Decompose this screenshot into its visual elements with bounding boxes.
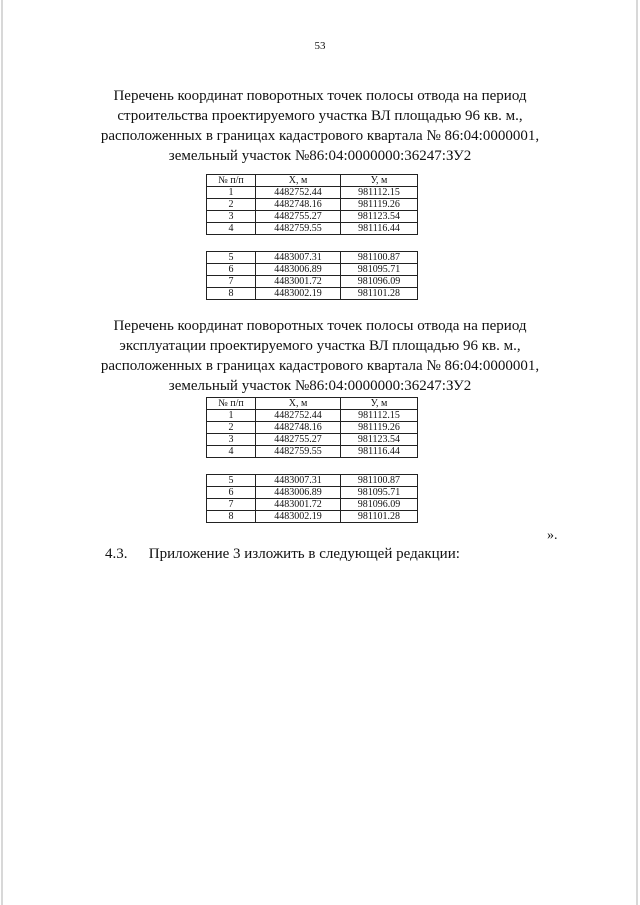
section-1-heading — [80, 86, 560, 166]
cell-num: 5 — [207, 252, 256, 264]
section-1-table-group-1 — [206, 174, 418, 235]
instruction-text: Приложение 3 изложить в следующей редакции: — [148, 546, 460, 562]
header-y: У, м — [341, 175, 418, 187]
cell-num: 1 — [207, 187, 256, 199]
cell-y: 981095.71 — [341, 487, 418, 499]
cell-x: 4482755.27 — [256, 211, 341, 223]
table-header-row — [207, 175, 418, 187]
section-2-heading — [80, 316, 560, 396]
table-row — [207, 187, 418, 199]
cell-num: 8 — [207, 288, 256, 300]
cell-x: 4482748.16 — [256, 199, 341, 211]
table-row — [207, 410, 418, 422]
header-y: У, м — [341, 398, 418, 410]
section-1-table-group-2 — [206, 251, 418, 300]
table-row — [207, 211, 418, 223]
cell-num: 1 — [207, 410, 256, 422]
cell-num: 3 — [207, 434, 256, 446]
cell-num: 2 — [207, 199, 256, 211]
cell-x: 4483002.19 — [256, 511, 341, 523]
table-row — [207, 434, 418, 446]
cell-num: 6 — [207, 264, 256, 276]
instruction-paragraph — [105, 546, 460, 563]
cell-num: 4 — [207, 446, 256, 458]
cell-x: 4483006.89 — [256, 264, 341, 276]
cell-y: 981119.26 — [341, 422, 418, 434]
heading-line: Перечень координат поворотных точек полосы отвода на период — [113, 318, 527, 334]
cell-num: 8 — [207, 511, 256, 523]
cell-x: 4483006.89 — [256, 487, 341, 499]
cell-x: 4482759.55 — [256, 446, 341, 458]
cell-num: 6 — [207, 487, 256, 499]
header-x: Х, м — [256, 398, 341, 410]
cell-x: 4482759.55 — [256, 223, 341, 235]
table-row — [207, 487, 418, 499]
table-row — [207, 199, 418, 211]
cell-y: 981096.09 — [341, 276, 418, 288]
section-2-table-group-2 — [206, 474, 418, 523]
cell-y: 981096.09 — [341, 499, 418, 511]
table-header-row — [207, 398, 418, 410]
cell-num: 2 — [207, 422, 256, 434]
header-num: № п/п — [207, 175, 256, 187]
heading-line: расположенных в границах кадастрового квартала № 86:04:0000001, — [100, 358, 540, 374]
heading-line: эксплуатации проектируемого участка ВЛ площадью 96 кв. м., — [119, 338, 521, 354]
table-row — [207, 223, 418, 235]
cell-y: 981101.28 — [341, 511, 418, 523]
cell-x: 4483007.31 — [256, 475, 341, 487]
scan-edge-left — [1, 0, 3, 905]
cell-x: 4483001.72 — [256, 276, 341, 288]
cell-num: 4 — [207, 223, 256, 235]
header-x: Х, м — [256, 175, 341, 187]
table-row — [207, 422, 418, 434]
cell-y: 981101.28 — [341, 288, 418, 300]
section-2-table-group-1 — [206, 397, 418, 458]
cell-num: 3 — [207, 211, 256, 223]
table-row — [207, 288, 418, 300]
table-row — [207, 252, 418, 264]
table-row — [207, 276, 418, 288]
cell-num: 5 — [207, 475, 256, 487]
closing-quote: ». — [547, 528, 558, 543]
cell-x: 4483001.72 — [256, 499, 341, 511]
table-row — [207, 499, 418, 511]
heading-line: Перечень координат поворотных точек полосы отвода на период — [113, 88, 527, 104]
heading-line: расположенных в границах кадастрового квартала № 86:04:0000001, — [100, 128, 540, 144]
heading-line: земельный участок №86:04:0000000:36247:ЗУ2 — [168, 148, 472, 164]
cell-x: 4482748.16 — [256, 422, 341, 434]
cell-y: 981116.44 — [341, 446, 418, 458]
header-num: № п/п — [207, 398, 256, 410]
table-row — [207, 446, 418, 458]
cell-x: 4483002.19 — [256, 288, 341, 300]
cell-x: 4482752.44 — [256, 410, 341, 422]
cell-num: 7 — [207, 276, 256, 288]
cell-y: 981119.26 — [341, 199, 418, 211]
heading-line: земельный участок №86:04:0000000:36247:ЗУ2 — [168, 378, 472, 394]
cell-x: 4482752.44 — [256, 187, 341, 199]
table-row — [207, 264, 418, 276]
heading-line: строительства проектируемого участка ВЛ площадью 96 кв. м., — [117, 108, 523, 124]
page-number: 53 — [314, 40, 326, 52]
cell-y: 981123.54 — [341, 211, 418, 223]
cell-num: 7 — [207, 499, 256, 511]
cell-y: 981095.71 — [341, 264, 418, 276]
table-row — [207, 511, 418, 523]
cell-y: 981116.44 — [341, 223, 418, 235]
cell-y: 981123.54 — [341, 434, 418, 446]
cell-y: 981100.87 — [341, 252, 418, 264]
scan-edge-right — [636, 0, 638, 905]
table-row — [207, 475, 418, 487]
cell-y: 981100.87 — [341, 475, 418, 487]
cell-x: 4483007.31 — [256, 252, 341, 264]
cell-y: 981112.15 — [341, 187, 418, 199]
instruction-number: 4.3. — [105, 546, 128, 562]
cell-x: 4482755.27 — [256, 434, 341, 446]
cell-y: 981112.15 — [341, 410, 418, 422]
